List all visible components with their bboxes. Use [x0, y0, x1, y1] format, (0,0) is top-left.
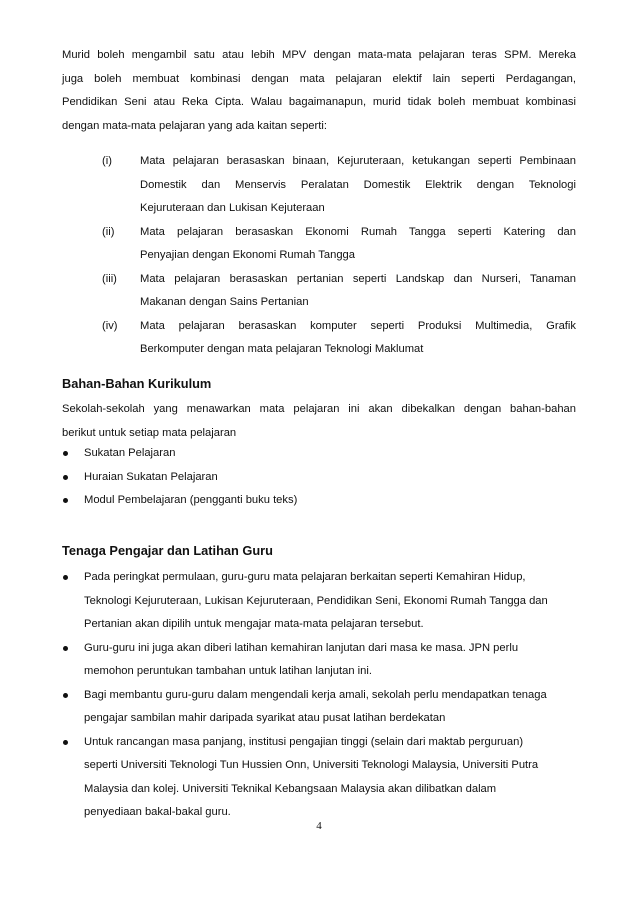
- item-line: Makanan dengan Sains Pertanian: [140, 296, 309, 308]
- paragraph-line: Murid boleh mengambil satu atau lebih MPV dengan mata-mata pelajaran teras SPM. Mereka: [62, 49, 576, 61]
- bullet-item: [62, 637, 576, 684]
- bullet-dot-icon: [63, 575, 68, 580]
- bullet-text: Bagi membantu guru-guru dalam mengendali kerja amali, sekolah perlu mendapatkan tenaga: [84, 688, 547, 701]
- item-line: Kejuruteraan dan Lukisan Kejuteraan: [140, 202, 325, 214]
- item-line: Mata pelajaran berasaskan binaan, Kejuruteraan, ketukangan seperti Pembinaan: [140, 155, 576, 167]
- bullet-item: [62, 442, 576, 466]
- bahan-paragraph: [62, 398, 576, 445]
- bullet-item: [62, 731, 576, 825]
- item-number: (iii): [102, 272, 117, 285]
- bullet-item: [62, 466, 576, 490]
- page-number: 4: [316, 820, 322, 832]
- bullet-text: Huraian Sukatan Pelajaran: [84, 470, 218, 483]
- bullet-dot-icon: [63, 693, 68, 698]
- bullet-text: Malaysia dan kolej. Universiti Teknikal Kebangsaan Malaysia akan dilibatkan dalam: [84, 782, 497, 795]
- item-line: Mata pelajaran berasaskan pertanian seperti Landskap dan Nurseri, Tanaman: [140, 272, 576, 285]
- bullet-text: seperti Universiti Teknologi Tun Hussien Onn, Universiti Teknologi Malaysia, Universiti Putra: [84, 759, 539, 771]
- item-number: (ii): [102, 225, 115, 238]
- numbered-item: [62, 268, 576, 315]
- bullet-text: Pada peringkat permulaan, guru-guru mata pelajaran berkaitan seperti Kemahiran Hidup,: [84, 571, 526, 583]
- item-line: Mata pelajaran berasaskan komputer seperti Produksi Multimedia, Grafik: [140, 319, 576, 332]
- item-line: Berkomputer dengan mata pelajaran Teknologi Maklumat: [140, 343, 424, 355]
- bullet-item: [62, 566, 576, 637]
- bullet-text: Teknologi Kejuruteraan, Lukisan Kejuruteraan, Pendidikan Seni, Ekonomi Rumah Tangga dan: [84, 594, 548, 607]
- item-number: (iv): [102, 319, 118, 332]
- bullet-dot-icon: [63, 646, 68, 651]
- numbered-item: [62, 221, 576, 268]
- item-line: Domestik dan Menservis Peralatan Domestik Elektrik dengan Teknologi: [140, 178, 576, 191]
- bullet-text: Sukatan Pelajaran: [84, 447, 176, 459]
- bullet-text: Guru-guru ini juga akan diberi latihan kemahiran lanjutan dari masa ke masa. JPN perlu: [84, 641, 519, 654]
- paragraph-line: dengan mata-mata pelajaran yang ada kaitan seperti:: [62, 119, 327, 132]
- paragraph-line: Pendidikan Seni atau Reka Cipta. Walau bagaimanapun, murid tidak boleh membuat kombinasi: [62, 96, 576, 108]
- numbered-list: [62, 150, 576, 362]
- numbered-item: [62, 315, 576, 362]
- bullet-text: Modul Pembelajaran (pengganti buku teks): [84, 494, 298, 506]
- bullet-dot-icon: [63, 498, 68, 503]
- item-line: Mata pelajaran berasaskan Ekonomi Rumah Tangga seperti Katering dan: [140, 225, 576, 238]
- paragraph-line: Sekolah-sekolah yang menawarkan mata pelajaran ini akan dibekalkan dengan bahan-bahan: [62, 403, 576, 415]
- item-line: Penyajian dengan Ekonomi Rumah Tangga: [140, 249, 355, 261]
- bullet-text: pengajar sambilan mahir daripada syarikat atau pusat latihan berdekatan: [84, 712, 446, 724]
- section-heading-tenaga: Tenaga Pengajar dan Latihan Guru: [62, 543, 273, 558]
- bahan-bullet-list: [62, 442, 576, 513]
- bullet-item: [62, 684, 576, 731]
- paragraph-line: juga boleh membuat kombinasi dengan mata pelajaran elektif lain seperti Perdagangan,: [62, 72, 576, 85]
- section-heading-bahan: Bahan-Bahan Kurikulum: [62, 376, 212, 391]
- numbered-item: [62, 150, 576, 221]
- tenaga-bullet-list: [62, 566, 576, 825]
- bullet-dot-icon: [63, 740, 68, 745]
- bullet-text: penyediaan bakal-bakal guru.: [84, 806, 231, 818]
- bullet-item: [62, 489, 576, 513]
- paragraph-line: berikut untuk setiap mata pelajaran: [62, 426, 237, 439]
- intro-paragraph: [62, 44, 576, 138]
- bullet-text: Untuk rancangan masa panjang, institusi pengajian tinggi (selain dari maktab perguruan): [84, 735, 524, 748]
- bullet-dot-icon: [63, 475, 68, 480]
- bullet-dot-icon: [63, 451, 68, 456]
- bullet-text: Pertanian akan dipilih untuk mengajar mata-mata pelajaran tersebut.: [84, 618, 424, 630]
- item-number: (i): [102, 155, 112, 167]
- bullet-text: memohon peruntukan tambahan untuk latihan lanjutan ini.: [84, 665, 372, 677]
